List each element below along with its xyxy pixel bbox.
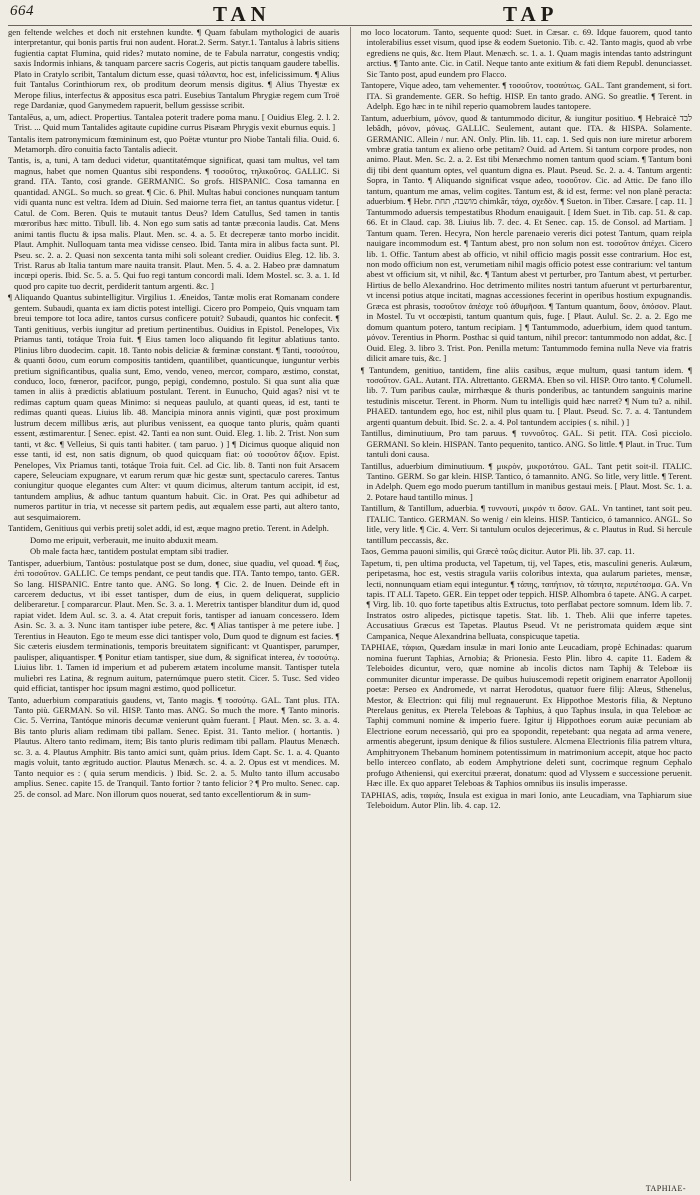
- entry-paragraph: ¶ Tantundem, genitiuo, tantidem, fine aliis casibus, æque multum, quasi tantum idem. ¶ τοσοῦτον. GAL. Autant. ITA. Altrettanto. GERMA. Eben so vil. HISP. Otro tanto. ¶ Columell. lib. 7. Tum paribus caulæ, mirrhæque & thuris ponderibus, ac tantundem sanguinis marine testudinis miscetur. Terent. in Phorm. Num tu intelligis quid hæc narret? ¶ Num tu? a. nihil. PHAED. tantundem ego, hoc est, nihil plus quam tu. [ Plaut. Pseud. Sc. 7. a. 4. Tantundem argenti quantum debuit. Ibid. Sc. 2. a. 4. Pol tantundem accipies ( s. nihil. ) ]: [360, 364, 692, 427]
- entry-paragraph: gen feltende welches et doch nit erstehnen kundte. ¶ Quam fabulam mythologici de auaris interpretantur, qui bonis partis frui non audent. Horat.2. Serm. Satyr.1. Tantalus à labris sitiens fugientia captat Flumina, quid rides? mutato nomine, de te Fabula narratur, congestis vndiq; saxis Indormis inhians, & tanquam parcere sacris Cogeris, aut pictis tanquam gaudere tabellis. Plato in Cratylo scribit, Tantalum dictum esse, quasi τάλαντα, hoc est, infelicissimum. ¶ Alius fuit Tantalus Corinthiorum rex, ob proditum deorum mensis digitus. ¶ Alius Thyestæ ex Merope filius, interfectus & appositus esca patri. Eusebius Tantalum Phrygiæ regem cum Troë rege Dardaniæ, quod Ganymedem rapuerit, bellum gessisse scribit.: [8, 27, 340, 111]
- entry-paragraph: Tantillum, & Tantillum, aduerbia. ¶ τυννουτί, μικρόν τι ὅσον. GAL. Vn tantinet, tant soit peu. ITALIC. Tantico. GERMAN. So wenig / ein kleins. HISP. Tanticico, ó tamannico. ANGL. So litle, very litle. ¶ Cic. 4. Verr. Si tantulum oculos dejecerimus, & c. Plautus in Rud. Si hercule tantillum peccassis, &c.: [360, 503, 692, 545]
- entry-paragraph: Tantopere, Vique adeo, tam vehementer. ¶ τοσοῦτον, τοσαύτως. GAL. Tant grandement, si fort. ITA. Sì grandemente. GER. So heftig. HISP. En tanto grado. ANG. So greatlie. ¶ Terent. in Adelph. Ego hæc in te nihil reperio quamobrem laudes tantopere.: [360, 80, 692, 112]
- entry-paragraph: TAPHIAE, τάφιαι, Quædam insulæ in mari Ionio ante Leucadiam, propè Echinadas: quarum nomina fuerunt Taphias, Arnobia; & Prionesia. Festo Plin. libro 4. capite 11. Eadem & Teleboides dicuntur, vero, quæ nomine ab incolis dictos nam Taphij & Teleboæ iis communiter dicuntur imperasse. De quibus huiuscemodi repetit originem enarrator Apollonij poetæ: Perseo ex Andromede, vt narrat Herodotus, quatuor fuere filij: Alæus, Sthenelus, Mestor, & Electrion: qui filij mul regnauerunt. Ex Hippothoe Mestoris filia, & Neptuno Pterelaus genitus, ex Pterela Teleboas & Taphius, à quo Taphus insula, in qua Teleboæ ac Taphij communi nomine & imperio fuere. Igitur ij Hippothoes eorum auiæ pecuniam ab Electrione eorum necessariò, qui pro ea spopondit, repetebant: qua negata ad arma venere, armentis abegerunt, ipsum denique & filios sustulere. Alcmena Electrionis filia patrem vltura, Amphitryonem Thebanum hominem potentissimum in matrimonium accepit, atque hoc pacto bello interceo conflato, ab eodem Amphytrione deleti sunt, cocrimque regnum Cephalo profugo Atheniensi, qui exercitui præerat, donatum: quod ad Vlyssem e successione peruenit. Hæc ille. Ex quo apparet Teleboas & Taphios omnibus iis insulis imperasse.: [360, 642, 692, 789]
- page-header: [8, 3, 692, 26]
- catchword: TAPHIAE-: [645, 1184, 686, 1193]
- right-column: [361, 27, 693, 1181]
- entry-paragraph: Tantalis item patronymicum fœmininum est, quo Poëtæ vtuntur pro Niobe Tantali filia. Ouid. 6. Metamorph. dîro conuitia facto Tantalis adiecit.: [8, 133, 340, 154]
- entry-paragraph: Tantillus, diminutiuum, Pro tam paruus. ¶ τυννοῦτος. GAL. Si petit. ITA. Così picciolo. GERMANI. So klein. HISPAN. Tanto pequenito, tantico. ANG. So little. ¶ Plaut. in Truc. Tum tantuli doni causa.: [360, 428, 692, 460]
- running-headword-right: TAP: [503, 2, 559, 26]
- entry-paragraph: Tapetum, ti, pen ultima producta, vel Tapetum, tij, vel Tapes, etis, masculini generis. Aulæum, peripetasma, hoc est, vestis stragula variis coloribus intexta, qua aularum parietes, mensæ, lecti, nonnunquam etiam equi integuntur. ¶ τάπης, ταπήτιον, τὰ τάπητα, περιπέτασμα. GA. Vn tapis. IT ALI. Tapeto. GER. Ein teppet oder teppich. HISP. Alhombra ó tapete. ANG. A carpet. ¶ Virg. lib. 10. quo forte tapetibus altis Extructus, toto perflabat pectore somnum. Idem lib. 7. Instratos ostro alipedes, pictisque tapetis. Stat. lib. 1. Theb. Alii que inferre tapetes. Accusatiuus Græcus est Tapetas. Plautus Pseud. Vt ne peristromata quidem æque sint Campanica, Neque Alexandrina belluata, conspicuque tapetia.: [360, 557, 692, 641]
- entry-paragraph: Tanto, aduerbium comparatiuis gaudens, vt, Tanto magis. ¶ τοσούτῳ. GAL. Tant plus. ITA. Tanto più. GERMAN. So vil. HISP. Tanto mas. ANG. So much the more. ¶ Tanto minoris. Cic. 5. Verrina, Tantóque minoris decumæ venierunt quàm fuerant. [ Plaut. Men. sc. 3. a. 4. Bis tanto pluris aliam redimam tibi pallam. Senec. Epist. 31. Tanto melior. ( hortantis. ) Plautus. Altero tanto redimam, item; Bis tanto pluris redimam tibi pallam. Plautus Menæch. sc. 3. a. 4. Plautus Amphitr. Bis tanto amici sunt, quàm prius. Idem Capt. Sc. 1. a. 4. Quanto magis voluit, tanto ægritudo auctior. Plautus Menæch. sc. 4. a. 2. Opus est vt mendices. M. Tanto nequior es : ( quia serum mendicis. ) Ibid. Sc. 2. a. 5. Multo tanto illum accusabo amplius. Senec. capite 15. de Tranquil. Tanto fortior ? tanto felicior ? ¶ Pro multo. Senec. cap. 25. de consol. ad Marc. Non illorum quos nouerat, sed tanto excellentiorum & in sum-: [8, 694, 340, 799]
- entry-paragraph: TAPHIAS, adis, ταφιὰς, Insula est exigua in mari Ionio, ante Leucadiam, vna Taphiarum siue Teleboidum. Autor Plin. lib. 4. cap. 12.: [360, 789, 692, 811]
- column-rule: [350, 27, 351, 1181]
- entry-paragraph: Tantum, aduerbium, μόνον, quod & tantummodo dicitur, & iungitur positiuo. ¶ Hebraicè לבד lebâdh, μόνον, μόνως. GALLIC. Seulement, autant que. ITA. & HISPA. Solamente. GERMANIC. Allein / nur. AN. Only. Plin. lib. 11. cap. 1. Sed quis non iure miretur arborem vmbræ gratia tantum ex alieno orbe petitam? Ouid. ad Artem. Si tantum corpore prodes, non animo. Plaut. Men. Sc. 2. a. 2. Est tibi Menæchmo nomen tantum quod sciam. ¶ Tantum boni dij tibi dent quantum optes, vel quantum digna es. Plaut. Pseud. Sc. 2. a. 4. Tantum argenti: Sopra, in Tanto. ¶ Aliquando significat vsque adeo, τοσοῦτον. Cic. ad Attic. De fano illo tantum, quantum me amas, velim cogites. Tantum est, & id est, ferme: vel non planè peracta: aduerbium. ¶ Hebr. מושבה, תחת chimkâr, τάχα, σχεδὸν. ¶ Sueton. in Tiber. Cæsare. [ cap. 11. ] Tantummodo aduersis tempestatibus Rhodum enauigauit. [ Idem Suet. in Tib. cap. 51. & cap. 66. Et in Claud. cap. 38. Liuius lib. 7. dec. 4. Et Senec. cap. 15. de Consol. ad Martiam. ] Tantum quam. Teren. Hecyra, Non hercle parenaeio vereris dici potest Tantum, quam reipla nauigare incommodum est. ¶ Tantum abest, pro non solum non est. τοσοῦτον ἀπέχει. Cicero lib. 1. Offic. Tantum abest ab officio, vt nihil officio magis possit esse contrarium. Hoc est, non modo officium non est, verumetiam nihil magis officio potest esse contrarium: vel tantum abest vt officium sit, vt nihil, &c. ¶ Tantum abest vt perturber, pro Tantum abest, vt perturber. Hirtius de bello Alexandrino. Hoc detrimento milites nostri tantum afuerunt vt perturbarentur, vt incensi potius atque incitati, magnas accessiones fecerint in operibus hostium expugnandis. Græca est phrasis, τοσοῦτον ἀπέσχε τοῦ ἀθυμῆσαι. ¶ Tantum quantum, ὅσον, ὁπόσον. Plaut. in Mostel. Tu vt occœpisti, tantum quantum quis, fuge. [ Plaut. Aulul. Sc. 2. a. 2. Ego me domum quantum potero, tantum recipiam. ] ¶ Tantummodo, aduerbium, idem quod tantum. μόνον. Terentius in Phorm. Posthac si quid tantum, nihil precor: tantummodo non addat, &c. [ Ouid. Eleg. 3. libro 3. Trist. Pon. Penilla metum: Tantummodo femina nulla Neve via fratris dilicit amare tuis, &c. ]: [360, 112, 692, 364]
- entry-paragraph: Taos, Gemma pauoni similis, qui Græcè ταῶς dicitur. Autor Pli. lib. 37. cap. 11.: [360, 546, 635, 557]
- entry-paragraph: Tantidem, Genitiuus qui verbis pretij solet addi, id est, æque magno pretio. Terent. in Adelph.: [8, 523, 329, 534]
- text-columns: [8, 27, 692, 1181]
- entry-paragraph: ¶ Aliquando Quantus subintelligitur. Virgilius 1. Æneidos, Tantæ molis erat Romanam condere gentem. Subaudi, quanta ex iam dictis potest intelligi. Cicero pro Pompeio, Quis vnquam tam breui tempore tot loca adire, tantos cursus conficere potuit? Subaudi, quantos hic confecit. ¶ Tanti genitiuus, verbis iungitur ad pretium pertinentibus. Ouidius in Epistol. Penelopes, Vix Priamus tanti, totáque Troia fuit. ¶ Eius tamen loco aliquando fit legitur ablatiuus tanto. Plinius libro duodecim. capit. 18. Tanto nobis deliciæ & fœminæ constant. ¶ Tanti, τοσούτου, & quanti ὅσου, cum eorum compositis tantidem, quantilibet, quanticunque, iunguntur verbis pretium significantibus, qualia sunt, Emo, vendo, veneo, mercor, comparo, æstimo, constat, conduco, loco, fœneror, pacifcor, pungo, pepigi, condemno, postulo. Si qua sunt alia quæ tamen in aliis à prædictis ablatiuum postulant. Terent. in Eunucho, Quid agas? nisi vt te redimas captum quam queas Minimo: si nequeas paululo, at quanti queas, id est, tanti te redimas quanti queas. Liuius lib. 48. Mancipia minora annis viginti, quæ post proximum lustrum decem millibus æris, aut pluribus venissent, ea quoque tanto pluris, quàm quanti essent, æstimarentur. [ Senec. epist. 42. Tanti ea non sunt. Ouid. Eleg. 1. lib. 2. Trist. Non sum tanti, vt &c. ¶ Velleius, Si quis tanti habiter. ( tam paruo. ) ] ¶ Dicimus quoque aliquid non esse tanti, id est, non satis dignum, ob quod quicquam fiat: οὐ τοσοῦτον ἄξιον. Epist. Penelopes, Vix Priamus tanti, totáque Troia fuit. Cel. ad Cic. lib. 8. Tanti non fuit Arsacem capere, Seleuciam expugnare, vt earum rerum quæ hic gestæ sunt, spectaculo careres. Tantus coniungitur quoque elegantes cum Alter: vt quum dicimus, alterum tantum accipit, id est, tantundem amplius, & adhuc tantum quantum habuit. Cic. in Orat. Pes qui adhibetur ad numeros partitur in tria, vt necesse sit partem pedis, aut æqualem esse parti, aut altero tanto, aut sesquimaiorem.: [8, 292, 340, 522]
- entry-paragraph: Tantalēus, a, um, adiect. Propertius. Tantalea poterit tradere poma manu. [ Ouidius Eleg. 2. l. 2. Trist. ... Quid mum Tantalides agitaute cupidine currus Pisæam Phrygis vexit eburnus equis. ]: [8, 111, 340, 133]
- entry-paragraph: Tantis, is, a, tuni, A tam deduci videtur, quantitatémque significat, quasi tam multus, vel tam magnus, habet que nomen Quantus sibi respondens. ¶ τοσοῦτος, τηλικοῦτος. GALLIC. Si grand. ITA. Tanto, così grande. GERMANIC. So grofs. HISPANIC. Cosa tamanna en quantidad. ANGL. So much. so great. ¶ Cic. 6. Phil. Multas habui conciones nunquam tantum vidi quanta nunc est veltra. Idem ad Diuin. Sed maiorne terra fiet, an tantus quantus videtur. [ Catul. de Com. Beren. Quis te mutauit tantus Deus? Idem Catullus, Sed tamen in tantis mœroribus hæc mitto. Tibull. lib. 4. Non ego sum satis ad tantæ præconia laudis. Cat. Mens animi tantis fluctu & ipsa malis. Plaut. Men. sc. 4. a. 5. Et decreperæ tanto morbo incidit. Plaut. Amphit. Nulloquam tanta mea vidisse censeo. Ibid. Tanta mira in alibus facta sunt. Pl. Pseu. sc. 2. a. 2. Quasi non sexcenta tanta mihi soli soleant credier. Ouidius Eleg. 12. lib. 3. Trist. Rarus ab Italia tantum mare nauita transit. Plaut. Men. 5. 4. a. 2. Habeo præ damnatum incœpi operis. Ibid. Sc. 5. a. 5. Qui fuo regi tantum concordi mali. Idem Mostel. sc. 3. a. 1. Id quod pro capite tuo decrit, perdiderit tantum argenti. &c. ]: [8, 155, 340, 291]
- entry-paragraph: Tantillus, aduerbium diminutiuum. ¶ μικρὸν, μικροτάτου. GAL. Tant petit soit-il. ITALIC. Tantino. GERM. So gar klein. HISP. Tantico, ó tamannito. ANG. So litle, very little. ¶ Terent. in Adelph. Quem ego modo puerum tantillum in manibus gestaui meis. [ Plaut. Most. Sc. 1. a. 2. Potare haud tantillo minus. ]: [360, 460, 692, 502]
- quoted-verse: Domo me eripuit, verberauit, me inuito abduxit meam.: [30, 534, 219, 545]
- page-number: 664: [10, 3, 34, 19]
- left-column: [8, 27, 340, 1181]
- running-headword-left: TAN: [213, 2, 271, 26]
- quoted-verse: Ob male facta hæc, tantidem postulat emptam sibi tradier.: [30, 546, 229, 557]
- entry-paragraph: mo loco locatorum. Tanto, sequente quod: Suet. in Cæsar. c. 69. Idque fauorem, quod tanto intolerabilius esset visum, quod ipse & eodem Suetonio. Tib. c. 42. Tanto magis, quod ab vrbe egrediens ne quis, &c. Item Plaut. Menæch. sc. 1. a. 1. Quam magis intendas tanto adstringunt arctius. ¶ Tanto ante. Cic. in Catil. Neque tanto ante exitium & fati diem Republ. denunciasset. Sic Tanto post, apud eundem pro Flacco.: [360, 27, 692, 79]
- entry-paragraph: Tantisper, aduerbium, Tantòus: postulatque post se dum, donec, siue quadiu, vel quoad. ¶ ἕως, ἐπὶ τοσοῦτον. GALLIC. Ce temps pendant, ce peut tandis que. ITA. Tanto tempo, tanto. GER. So lang. HISPANIC. Entre tanto que. ANG. So long. ¶ Cic. 2. de Inuen. Deinde eft in carcerem deductus, vt ibi esset tantisper, dum de eius, in quem deliquerat, supplicio deliberaretur. [ compararcur. Plaut. Men. Sc. 3. a. 1. Meretrix tantisper blanditur dum id, quod rapiat videt. Idem Aul. sc. 3. a. 4. Atat crepuit foris, tantisper ad ianuam concessero. Idem Asin. Sc. 3. a. 3. Nunc itam tantisper iube petere, &c. ¶ Alias tantisper à me petere iube. ] Terentius in Heauton. Ego te meum esse dici tantisper volo, Dum quod te dignum est facies. ¶ Sic cæteris eiusdem terminationis, temporis breuitatem significant: vt Quantisper, parumper, paulisper, aliquantisper. ¶ Ponitur etiam tantisper, siue dum, & significat interea, ἐν τοσούτῳ. Liuius libr. 1. Tamen id imperium et ad puberem ætatem incolume mansit. Tantisper tutela muliebri res Latina, & regnum auitum, paternúmque puero stetit. Cicer. 5. Tusc. Sed video quid efficiat, tantisper hoc ipsum magni æstimo, quod pollicetur.: [8, 557, 340, 694]
